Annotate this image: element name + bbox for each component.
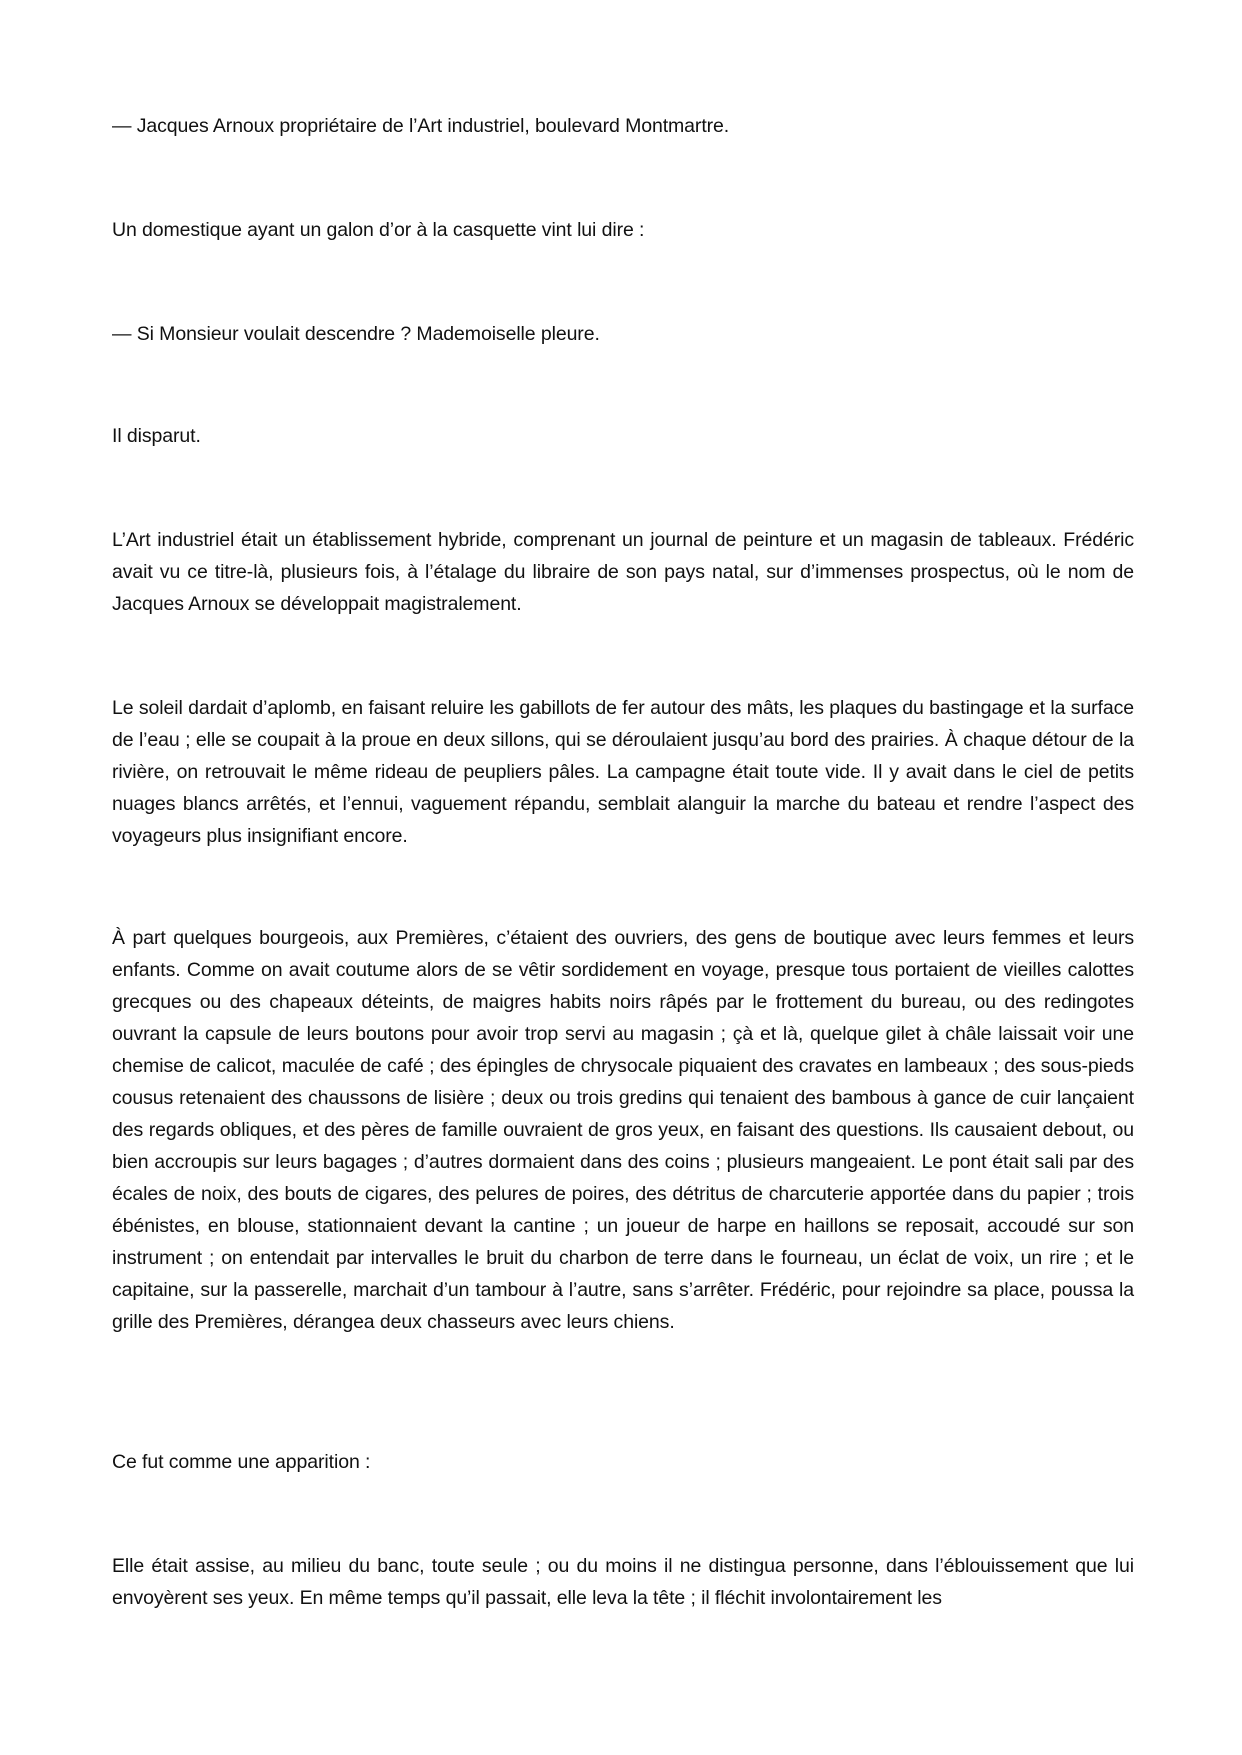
paragraph-1: — Jacques Arnoux propriétaire de l’Art industriel, boulevard Montmartre. (112, 115, 730, 137)
paragraph-2: Un domestique ayant un galon d’or à la casquette vint lui dire : (112, 219, 645, 241)
paragraph-5: L’Art industriel était un établissement hybride, comprenant un journal de peinture et un magasin de tableaux. Frédéric avait vu ce titre-là, plusieurs fois, à l’étalage du libraire de son pays natal, sur d’immenses prospectus, où le nom de Jacques Arnoux se développait magistralement. (112, 529, 1134, 615)
paragraph-8: Ce fut comme une apparition : (112, 1451, 371, 1473)
paragraph-6: Le soleil dardait d’aplomb, en faisant reluire les gabillots de fer autour des mâts, les plaques du bastingage et la surface de l’eau ; elle se coupait à la proue en deux sillons, qui se déroulaient jusqu’au bord des prairies. À chaque détour de la rivière, on retrouvait le même rideau de peupliers pâles. La campagne était toute vide. Il y avait dans le ciel de petits nuages blancs arrêtés, et l’ennui, vaguement répandu, semblait alanguir la marche du bateau et rendre l’aspect des voyageurs plus insignifiant encore. (112, 697, 1134, 847)
paragraph-4: Il disparut. (112, 425, 201, 447)
paragraph-3: — Si Monsieur voulait descendre ? Mademoiselle pleure. (112, 323, 600, 345)
paragraph-9: Elle était assise, au milieu du banc, toute seule ; ou du moins il ne distingua personne, dans l’éblouissement que lui envoyèrent ses yeux. En même temps qu’il passait, elle leva la tête ; il fléchit involontairement les (112, 1555, 1134, 1609)
paragraph-7: À part quelques bourgeois, aux Premières, c’étaient des ouvriers, des gens de boutique avec leurs femmes et leurs enfants. Comme on avait coutume alors de se vêtir sordidement en voyage, presque tous portaient de vieilles calottes grecques ou des chapeaux déteints, de maigres habits noirs râpés par le frottement du bureau, ou des redingotes ouvrant la capsule de leurs boutons pour avoir trop servi au magasin ; çà et là, quelque gilet à châle laissait voir une chemise de calicot, maculée de café ; des épingles de chrysocale piquaient des cravates en lambeaux ; des sous-pieds cousus retenaient des chaussons de lisière ; deux ou trois gredins qui tenaient des bambous à gance de cuir lançaient des regards obliques, et des pères de famille ouvraient de gros yeux, en faisant des questions. Ils causaient debout, ou bien accroupis sur leurs bagages ; d’autres dormaient dans des coins ; plusieurs mangeaient. Le pont était sali par des écales de noix, des bouts de cigares, des pelures de poires, des détritus de charcuterie apportée dans du papier ; trois ébénistes, en blouse, stationnaient devant la cantine ; un joueur de harpe en haillons se reposait, accoudé sur son instrument ; on entendait par intervalles le bruit du charbon de terre dans le fourneau, un éclat de voix, un rire ; et le capitaine, sur la passerelle, marchait d’un tambour à l’autre, sans s’arrêter. Frédéric, pour rejoindre sa place, poussa la grille des Premières, dérangea deux chasseurs avec leurs chiens. (112, 927, 1134, 1333)
